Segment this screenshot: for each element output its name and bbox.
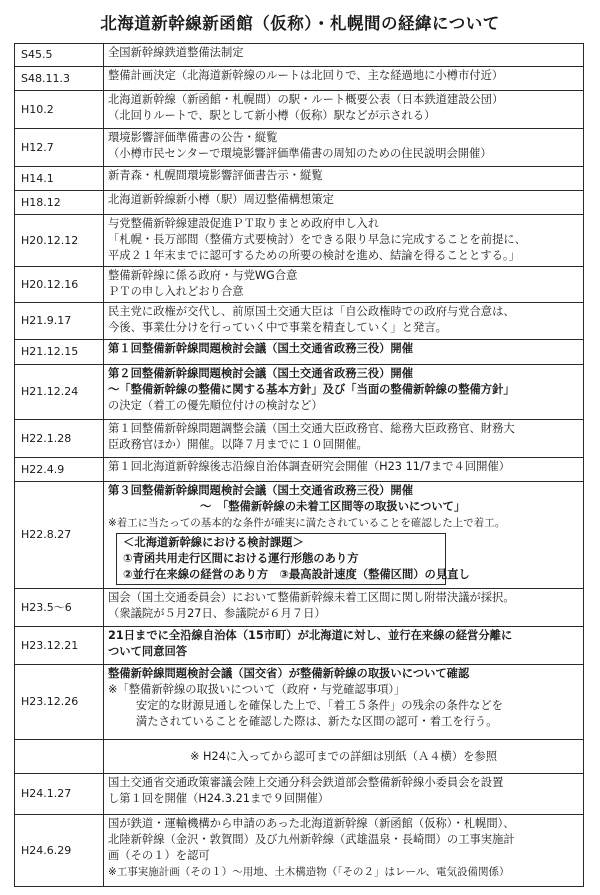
event-line: （北回りルートで、駅として新小樽（仮称）駅などが示される） (108, 109, 436, 122)
event-line: 新青森・札幌間環境影響評価書告示・縦覧 (108, 169, 323, 182)
event-line: 与党整備新幹線建設促進ＰＴ取りまとめ政府申し入れ (108, 217, 380, 230)
row-date: H22.8.27 (15, 482, 104, 589)
issues-box-item: ②並行在来線の経営のあり方 ③最高設計速度（整備区間）の見直し (123, 568, 470, 581)
row-event (104, 458, 584, 482)
row-event (104, 815, 584, 887)
row-event (104, 420, 584, 458)
table-row (15, 665, 584, 740)
event-line: 第１回北海道新幹線後志沿線自治体調査研究会開催（H23 11/7まで４回開催） (108, 460, 511, 473)
event-line: 国会（国土交通委員会）において整備新幹線未着工区間に関し附帯決議が採択。 (108, 591, 515, 604)
table-row (15, 340, 584, 365)
row-date (15, 740, 104, 774)
row-date: H22.4.9 (15, 458, 104, 482)
row-event (104, 589, 584, 627)
table-row (15, 91, 584, 129)
row-event (104, 129, 584, 167)
row-event (104, 67, 584, 91)
event-line: 北海道新幹線新小樽（駅）周辺整備構想策定 (108, 193, 334, 206)
event-line: の決定（着工の優先順位付けの検討など） (108, 399, 323, 412)
row-event (104, 627, 584, 665)
row-event (104, 365, 584, 420)
row-date: H23.12.26 (15, 665, 104, 740)
event-line: 「札幌・長万部間（整備方式要検討）をできる限り早急に完成することを前提に、 (108, 233, 526, 246)
table-row (15, 482, 584, 589)
event-note: ※着工に当たっての基本的な条件が確実に満たされていることを確認した上で着工。 (108, 517, 506, 529)
event-line: 安定的な財源見通しを確保した上で、「着工５条件」の残余の条件などを (136, 699, 503, 712)
event-line: 第１回整備新幹線問題調整会議（国土交通大臣政務官、総務大臣政務官、財務大 (108, 422, 515, 435)
row-event (104, 215, 584, 267)
table-row (15, 167, 584, 191)
table-row (15, 458, 584, 482)
issues-box (116, 533, 470, 585)
event-line: 画（その１）を認可 (108, 849, 210, 862)
table-row (15, 303, 584, 340)
table-row (15, 267, 584, 303)
event-line: ※ H24に入ってから認可までの詳細は別紙（Ａ４横）を参照 (189, 750, 498, 763)
table-row (15, 67, 584, 91)
event-line: 国が鉄道・運輸機構から申請のあった北海道新幹線（新函館（仮称）・札幌間）、 (108, 817, 515, 830)
event-line: ついて同意回答 (108, 645, 188, 658)
event-line: ～ 「整備新幹線の未着工区間等の取扱いについて」 (200, 500, 466, 513)
row-event (104, 91, 584, 129)
row-date: H23.5～6 (15, 589, 104, 627)
table-row (15, 774, 584, 815)
event-line: ～「整備新幹線の整備に関する基本方針」及び「当面の整備新幹線の整備方針」 (108, 383, 515, 396)
page-title: 北海道新幹線新函館（仮称）・札幌間の経緯について (100, 14, 500, 33)
event-line: 民主党に政権が交代し、前原国土交通大臣は「自公政権時での政府与党合意は、 (108, 305, 515, 318)
event-line: ＰＴの申し入れどおり合意 (108, 285, 244, 298)
row-date: H20.12.12 (15, 215, 104, 267)
issues-box-title: ＜北海道新幹線における検討課題＞ (123, 536, 304, 549)
event-line: 全国新幹線鉄道整備法制定 (108, 46, 244, 59)
issues-box-item: ①青函共用走行区間における運行形態のあり方 (123, 552, 359, 565)
row-event (104, 340, 584, 365)
row-event (104, 267, 584, 303)
event-line: 今後、事業仕分けを行っていく中で事業を精査していく」と発言。 (108, 321, 447, 334)
event-line: 21日までに全沿線自治体（15市町）が北海道に対し、並行在来線の経営分離に (108, 629, 513, 642)
table-row (15, 191, 584, 215)
row-event (104, 191, 584, 215)
row-date: H23.12.21 (15, 627, 104, 665)
event-line: し第１回を開催（H24.3.21まで９回開催） (108, 792, 330, 805)
row-date: H24.1.27 (15, 774, 104, 815)
row-event (104, 167, 584, 191)
row-date: H20.12.16 (15, 267, 104, 303)
row-date: S48.11.3 (15, 67, 104, 91)
table-row (15, 420, 584, 458)
event-line: 整備計画決定（北海道新幹線のルートは北回りで、主な経過地に小樽市付近） (108, 69, 504, 82)
event-line: 臣政務官ほか）開催。以降７月までに１０回開催。 (108, 438, 368, 451)
table-row (15, 44, 584, 67)
row-date: H22.1.28 (15, 420, 104, 458)
row-event (104, 303, 584, 340)
event-line: 国土交通省交通政策審議会陸上交通分科会鉄道部会整備新幹線小委員会を設置 (108, 776, 504, 789)
event-line: 第３回整備新幹線問題検討会議（国土交通省政務三役）開催 (108, 484, 414, 497)
table-row (15, 215, 584, 267)
timeline-table (14, 43, 584, 887)
row-date: S45.5 (15, 44, 104, 67)
row-date: H18.12 (15, 191, 104, 215)
table-row (15, 740, 584, 774)
row-date: H21.12.24 (15, 365, 104, 420)
table-row (15, 365, 584, 420)
row-date: H10.2 (15, 91, 104, 129)
table-row (15, 815, 584, 887)
row-date: H24.6.29 (15, 815, 104, 887)
event-line: 満たされていることを確認した際は、新たな区間の認可・着工を行う。 (136, 715, 498, 728)
row-date: H14.1 (15, 167, 104, 191)
event-line: ※「整備新幹線の取扱いについて（政府・与党確認事項）」 (108, 683, 406, 696)
event-line: 整備新幹線問題検討会議（国交省）が整備新幹線の取扱いについて確認 (108, 667, 470, 680)
event-line: 第１回整備新幹線問題検討会議（国土交通省政務三役）開催 (108, 342, 414, 355)
row-event (104, 665, 584, 740)
table-row (15, 129, 584, 167)
row-event (104, 740, 584, 774)
row-date: H21.12.15 (15, 340, 104, 365)
table-row (15, 627, 584, 665)
event-line: （小樽市民センターで環境影響評価準備書の周知のための住民説明会開催） (108, 147, 492, 160)
row-event (104, 482, 584, 589)
row-date: H12.7 (15, 129, 104, 167)
row-event (104, 44, 584, 67)
row-event (104, 774, 584, 815)
event-line: 北海道新幹線（新函館・札幌間）の駅・ルート概要公表（日本鉄道建設公団） (108, 93, 504, 106)
table-row (15, 589, 584, 627)
event-line: 第２回整備新幹線問題検討会議（国土交通省政務三役）開催 (108, 367, 414, 380)
event-note: ※工事実施計画（その１）～用地、土木構造物（「その２」はレール、電気設備関係） (108, 866, 510, 878)
event-line: 平成２１年末までに認可するための所要の検討を進め、結論を得ることとする。」 (108, 249, 520, 262)
event-line: 環境影響評価準備書の公告・縦覧 (108, 131, 278, 144)
event-line: 北陸新幹線（金沢・敦賀間）及び九州新幹線（武雄温泉・長崎間）の工事実施計 (108, 833, 515, 846)
row-date: H21.9.17 (15, 303, 104, 340)
event-line: 整備新幹線に係る政府・与党WG合意 (108, 269, 298, 282)
event-line: （衆議院が５月27日、参議院が６月７日） (108, 607, 326, 620)
